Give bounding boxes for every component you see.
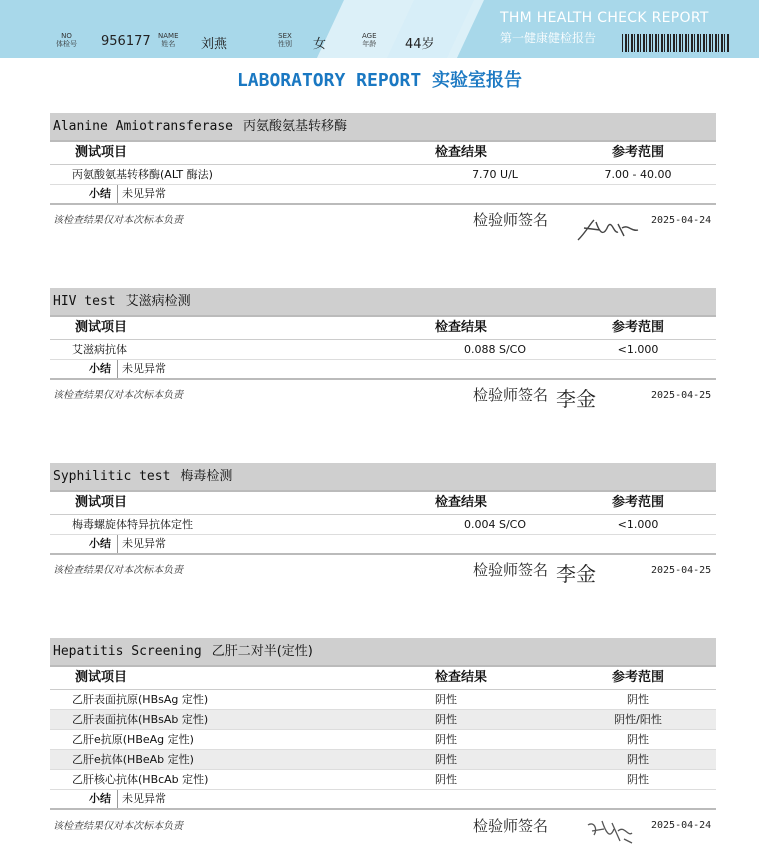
table-header (50, 492, 716, 515)
row-result: 阴性 (435, 713, 457, 726)
summary-value: 未见异常 (122, 537, 166, 550)
summary-value: 未见异常 (122, 187, 166, 200)
results-table (50, 315, 716, 380)
section-heading (50, 638, 716, 665)
sex-value: 女 (313, 37, 327, 52)
report-date: 2025-04-25 (651, 390, 712, 401)
row-item: 丙氨酸氨基转移酶(ALT 酶法) (72, 168, 213, 181)
signature-label: 检验师签名 (473, 386, 549, 404)
col-item-header: 测试项目 (75, 495, 128, 510)
row-result: 阴性 (435, 773, 457, 786)
row-item: 乙肝e抗体(HBeAb 定性) (72, 753, 194, 766)
report-header (0, 0, 759, 58)
row-item: 乙肝核心抗体(HBcAb 定性) (72, 773, 209, 786)
row-result: 0.004 S/CO (463, 518, 526, 531)
name-label-en: NAME (158, 32, 179, 40)
col-range-header: 参考范围 (611, 495, 664, 510)
col-range-header: 参考范围 (611, 320, 664, 335)
row-range: 阴性 (627, 773, 649, 786)
signature-scrawl (584, 815, 636, 847)
col-range-header: 参考范围 (611, 145, 664, 160)
summary-value: 未见异常 (122, 362, 166, 375)
col-item-header: 测试项目 (75, 320, 128, 335)
table-row (50, 770, 716, 790)
disclaimer-note: 该检查结果仅对本次标本负责 (53, 821, 183, 832)
results-table (50, 140, 716, 205)
summary-row (50, 535, 716, 555)
row-range: 阴性 (627, 693, 649, 706)
row-range: <1.000 (617, 518, 659, 531)
age-value: 44岁 (405, 37, 435, 52)
name-label-cn: 姓名 (161, 40, 176, 48)
section-name-en: Alanine Amiotransferase (53, 119, 234, 134)
table-row (50, 165, 716, 185)
results-table (50, 665, 716, 810)
col-result-header: 检查结果 (435, 145, 488, 160)
col-item-header: 测试项目 (75, 670, 128, 685)
disclaimer-note: 该检查结果仅对本次标本负责 (53, 215, 183, 226)
row-result: 阴性 (435, 693, 457, 706)
sex-label-en: SEX (278, 32, 292, 40)
age-label (362, 32, 377, 48)
signer-name: 李金 (556, 387, 596, 411)
section-name-cn: 梅毒检测 (180, 469, 233, 484)
row-result: 0.088 S/CO (463, 343, 526, 356)
section-heading (50, 463, 716, 490)
section-name-cn: 艾滋病检测 (125, 294, 191, 309)
signature-label: 检验师签名 (473, 817, 549, 835)
report-date: 2025-04-24 (651, 215, 712, 226)
section-hepatitis (50, 638, 716, 810)
summary-label: 小结 (50, 360, 118, 378)
summary-value: 未见异常 (122, 792, 166, 805)
brand-title-cn: 第一健康健检报告 (500, 31, 597, 45)
results-table (50, 490, 716, 555)
summary-row (50, 185, 716, 205)
disclaimer-note: 该检查结果仅对本次标本负责 (53, 565, 183, 576)
age-label-cn: 年龄 (362, 40, 377, 48)
table-row (50, 710, 716, 730)
no-label (56, 32, 77, 48)
section-name-cn: 丙氨酸氨基转移酶 (243, 119, 348, 134)
name-value: 刘燕 (201, 37, 228, 52)
report-date: 2025-04-24 (651, 820, 712, 831)
section-name-en: HIV test (53, 294, 116, 309)
section-syphilis (50, 463, 716, 555)
signature-label: 检验师签名 (473, 211, 549, 229)
row-result: 阴性 (435, 753, 457, 766)
summary-row (50, 360, 716, 380)
row-item: 乙肝表面抗体(HBsAb 定性) (72, 713, 209, 726)
summary-label: 小结 (50, 185, 118, 203)
table-row (50, 690, 716, 710)
table-header (50, 667, 716, 690)
section-name-en: Hepatitis Screening (53, 644, 202, 659)
table-row (50, 340, 716, 360)
section-hiv (50, 288, 716, 380)
sex-label (278, 32, 292, 48)
table-row (50, 750, 716, 770)
row-item: 艾滋病抗体 (72, 343, 127, 356)
row-item: 乙肝e抗原(HBeAg 定性) (72, 733, 194, 746)
row-range: <1.000 (617, 343, 659, 356)
signature-label: 检验师签名 (473, 561, 549, 579)
col-result-header: 检查结果 (435, 495, 488, 510)
table-row (50, 730, 716, 750)
table-header (50, 317, 716, 340)
section-heading (50, 288, 716, 315)
no-label-cn: 体检号 (56, 40, 77, 48)
row-item: 梅毒螺旋体特异抗体定性 (72, 518, 193, 531)
age-label-en: AGE (362, 32, 377, 40)
report-date: 2025-04-25 (651, 565, 712, 576)
sex-label-cn: 性别 (278, 40, 292, 48)
no-label-en: NO (61, 32, 72, 40)
name-label (158, 32, 179, 48)
row-range: 阴性/阳性 (614, 713, 662, 726)
no-value: 956177 (101, 34, 151, 49)
row-range: 7.00 - 40.00 (604, 168, 672, 181)
row-range: 阴性 (627, 753, 649, 766)
brand-title-en: THM HEALTH CHECK REPORT (500, 10, 709, 26)
report-title: LABORATORY REPORT 实验室报告 (236, 70, 523, 91)
signer-name: 李金 (556, 562, 596, 586)
col-result-header: 检查结果 (435, 670, 488, 685)
col-result-header: 检查结果 (435, 320, 488, 335)
row-result: 阴性 (435, 733, 457, 746)
disclaimer-note: 该检查结果仅对本次标本负责 (53, 390, 183, 401)
col-item-header: 测试项目 (75, 145, 128, 160)
barcode (622, 34, 730, 52)
section-name-en: Syphilitic test (53, 469, 171, 484)
section-alt (50, 113, 716, 205)
row-item: 乙肝表面抗原(HBsAg 定性) (72, 693, 209, 706)
row-result: 7.70 U/L (472, 168, 518, 181)
table-row (50, 515, 716, 535)
section-heading (50, 113, 716, 140)
row-range: 阴性 (627, 733, 649, 746)
signature-scrawl (574, 214, 642, 244)
summary-label: 小结 (50, 790, 118, 808)
col-range-header: 参考范围 (611, 670, 664, 685)
summary-label: 小结 (50, 535, 118, 553)
section-name-cn: 乙肝二对半(定性) (211, 644, 313, 659)
table-header (50, 142, 716, 165)
summary-row (50, 790, 716, 810)
